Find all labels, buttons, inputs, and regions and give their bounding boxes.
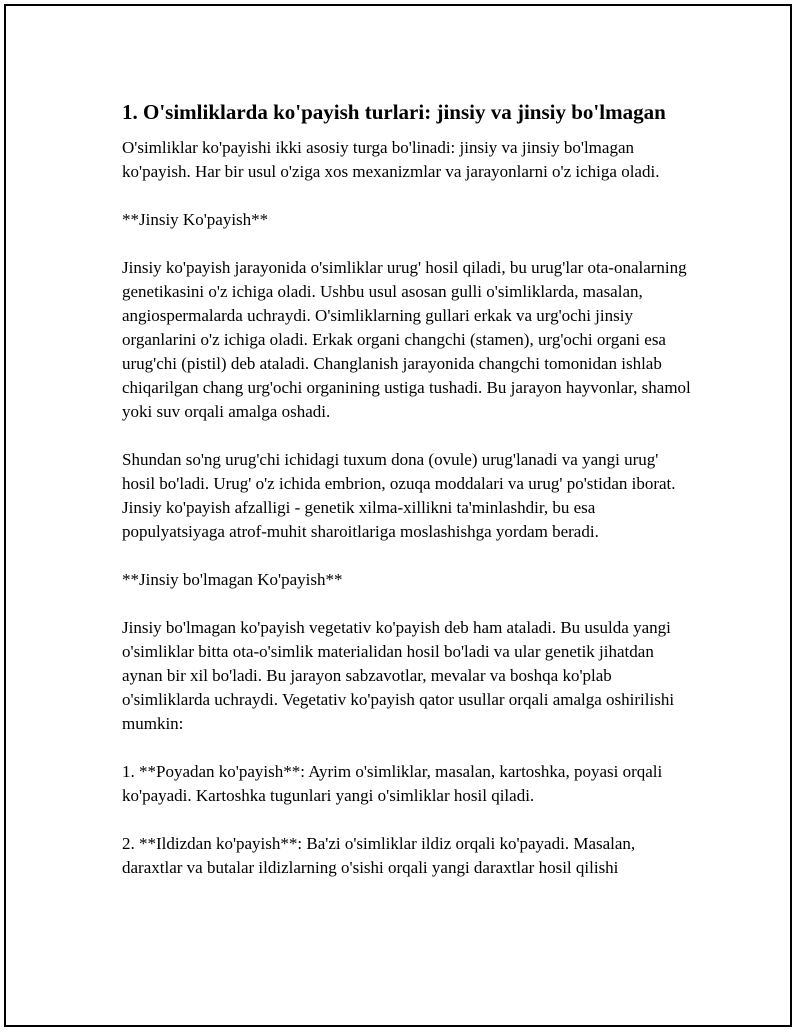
- list-item-stem-propagation: 1. **Poyadan ko'payish**: Ayrim o'simliklar, masalan, kartoshka, poyasi orqali ko'payadi. Kartoshka tugunlari yangi o'simliklar hosil qiladi.: [122, 762, 663, 805]
- paragraph-fertilization: Shundan so'ng urug'chi ichidagi tuxum dona (ovule) urug'lanadi va yangi urug' hosil bo'ladi. Urug' o'z ichida embrion, ozuqa moddalari va urug' po'stidan iborat. Jinsiy ko'payish afzalligi - genetik xilma-xillikni ta'minlashdir, bu esa populyatsiyaga atrof-muhit sharoitlariga moslashishga yordam beradi.: [122, 450, 676, 541]
- paragraph-intro: O'simliklar ko'payishi ikki asosiy turga bo'linadi: jinsiy va jinsiy bo'lmagan ko'payish. Har bir usul o'ziga xos mexanizmlar va jarayonlarni o'z ichiga oladi.: [122, 138, 660, 181]
- document-title: 1. O'simliklarda ko'payish turlari: jinsiy va jinsiy bo'lmagan: [122, 100, 666, 124]
- paragraph-sexual-reproduction: Jinsiy ko'payish jarayonida o'simliklar urug' hosil qiladi, bu urug'lar ota-onalarning genetikasini o'z ichiga oladi. Ushbu usul asosan gulli o'simliklarda, masalan, angiospermalarda uchraydi. O'simliklarning gullari erkak va urg'ochi jinsiy organlarini o'z ichiga oladi. Erkak organi changchi (stamen), urg'ochi organi esa urug'chi (pistil) deb ataladi. Changlanish jarayonida changchi tomonidan ishlab chiqarilgan chang urg'ochi organining ustiga tushadi. Bu jarayon hayvonlar, shamol yoki suv orqali amalga oshadi.: [122, 258, 691, 421]
- list-item-root-propagation: 2. **Ildizdan ko'payish**: Ba'zi o'simliklar ildiz orqali ko'payadi. Masalan, daraxtlar va butalar ildizlarning o'sishi orqali yangi daraxtlar hosil qilishi: [122, 834, 636, 877]
- heading-asexual-reproduction: **Jinsiy bo'lmagan Ko'payish**: [122, 570, 343, 589]
- paragraph-asexual-reproduction: Jinsiy bo'lmagan ko'payish vegetativ ko'payish deb ham ataladi. Bu usulda yangi o'simliklar bitta ota-o'simlik materialidan hosil bo'ladi va ular genetik jihatdan aynan bir xil bo'ladi. Bu jarayon sabzavotlar, mevalar va boshqa ko'plab o'simliklarda uchraydi. Vegetativ ko'payish qator usullar orqali amalga oshirilishi mumkin:: [122, 618, 675, 733]
- document-body: [122, 98, 692, 880]
- heading-sexual-reproduction: **Jinsiy Ko'payish**: [122, 210, 269, 229]
- page-frame: [4, 4, 792, 1027]
